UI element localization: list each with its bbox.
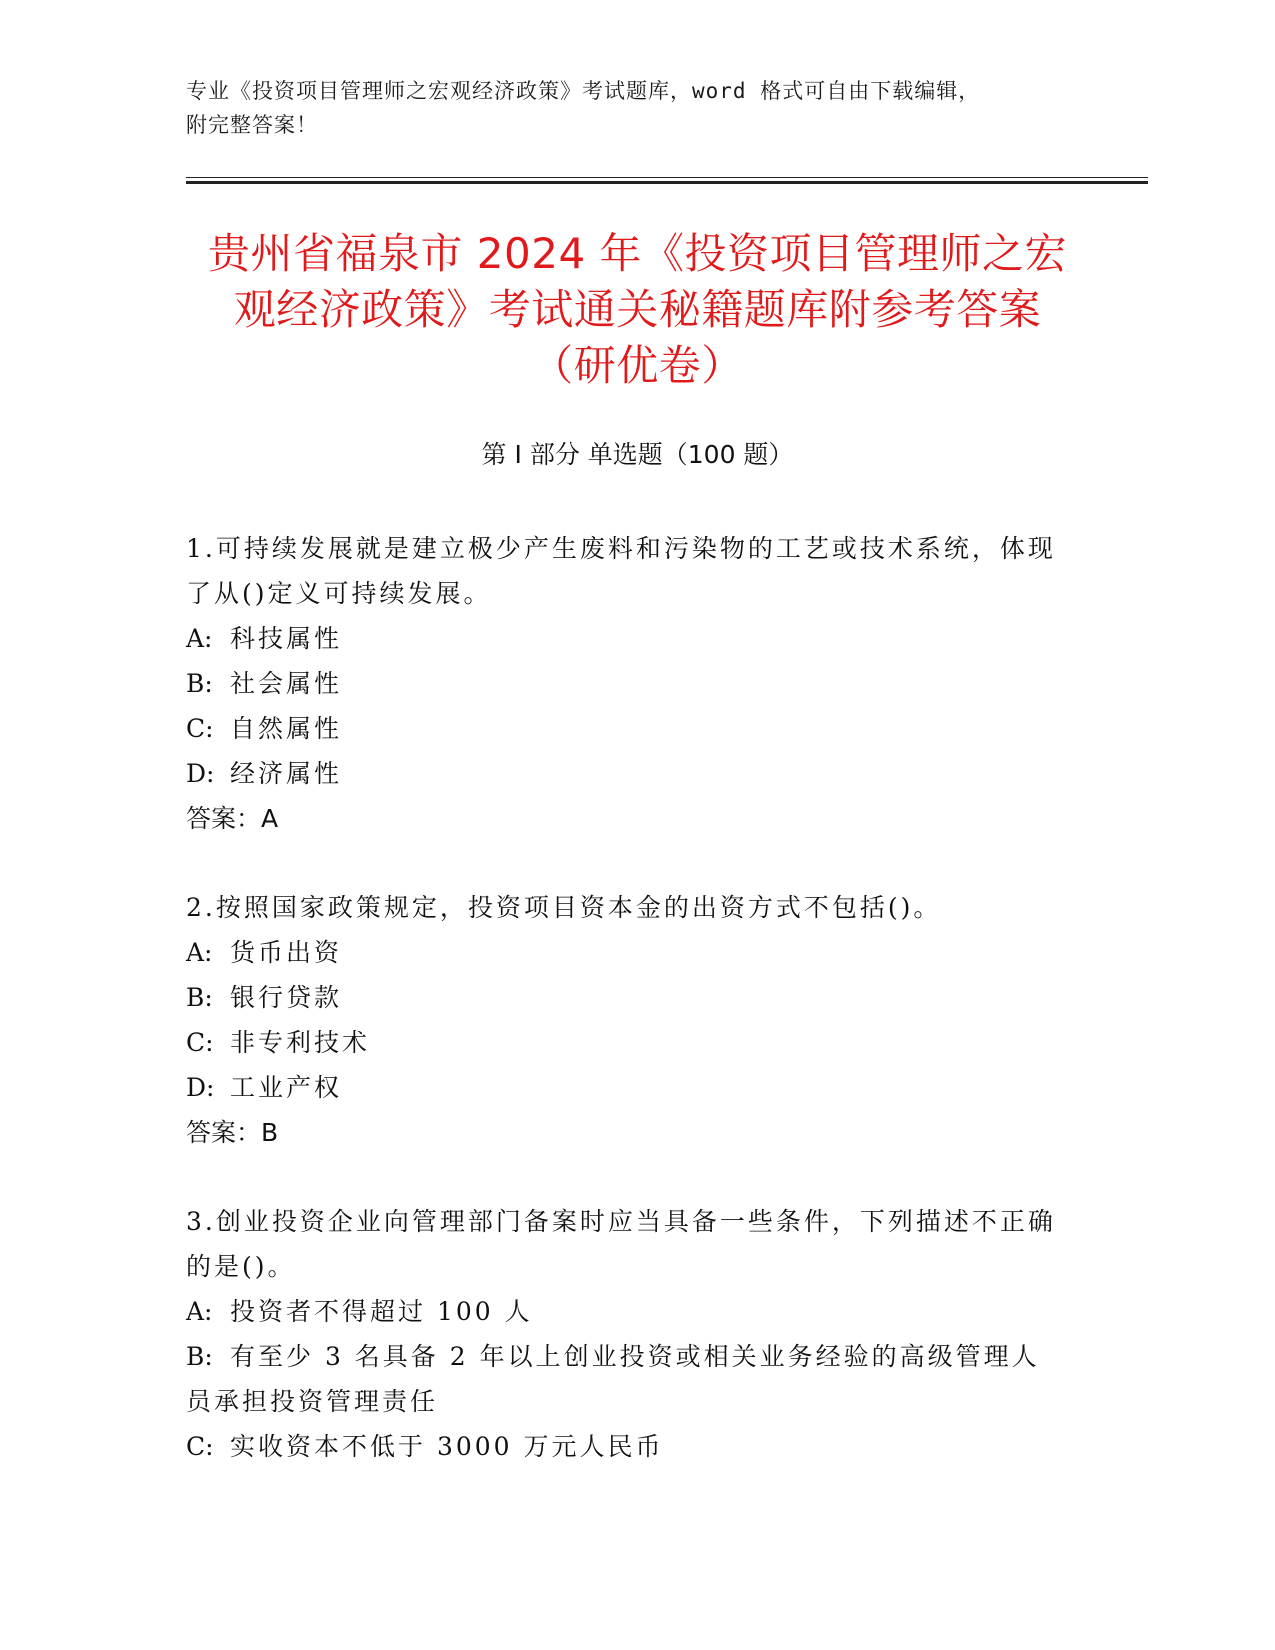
header-divider-thick	[186, 181, 1148, 184]
option-a	[186, 1289, 1066, 1334]
header-note-line-2: 附完整答案！	[186, 113, 318, 137]
option-d	[186, 1065, 1066, 1110]
header-divider-thin	[186, 177, 1148, 178]
option-key: C:	[186, 1028, 214, 1057]
option-text: 科技属性	[230, 624, 343, 653]
option-b	[186, 1334, 1066, 1424]
option-key: B:	[186, 669, 213, 698]
option-a	[186, 930, 1066, 975]
option-a	[186, 616, 1066, 661]
option-text: 非专利技术	[230, 1028, 371, 1057]
option-key: A:	[186, 1297, 213, 1326]
answer-line: 答案：B	[186, 1118, 279, 1147]
option-text: 有至少 3 名具备 2 年以上创业投资或相关业务经验的高级管理人员承担投资管理责任	[186, 1342, 1040, 1416]
option-d	[186, 751, 1066, 796]
option-key: C:	[186, 1432, 214, 1461]
question-stem: 1.可持续发展就是建立极少产生废料和污染物的工艺或技术系统，体现了从()定义可持续发展。	[186, 534, 1056, 608]
header-note	[186, 74, 1066, 142]
option-key: A:	[186, 624, 213, 653]
option-text: 投资者不得超过 100 人	[230, 1297, 533, 1326]
option-b	[186, 975, 1066, 1020]
option-key: C:	[186, 714, 214, 743]
option-c	[186, 1020, 1066, 1065]
question-stem: 2.按照国家政策规定，投资项目资本金的出资方式不包括()。	[186, 893, 942, 922]
option-b	[186, 661, 1066, 706]
document-title-line-1: 贵州省福泉市 2024 年《投资项目管理师之宏	[207, 229, 1068, 278]
option-key: A:	[186, 938, 213, 967]
document-title	[150, 226, 1125, 394]
document-title-line-3: （研优卷）	[531, 341, 744, 390]
question-stem: 3.创业投资企业向管理部门备案时应当具备一些条件，下列描述不正确的是()。	[186, 1207, 1056, 1281]
header-note-line-1: 专业《投资项目管理师之宏观经济政策》考试题库，word 格式可自由下载编辑，	[186, 79, 981, 103]
option-key: D:	[186, 759, 215, 788]
question-2	[186, 885, 1066, 1155]
option-text: 自然属性	[230, 714, 343, 743]
option-text: 货币出资	[230, 938, 343, 967]
section-heading: 第 I 部分 单选题（100 题）	[481, 440, 794, 469]
option-text: 经济属性	[230, 759, 343, 788]
option-text: 工业产权	[230, 1073, 343, 1102]
option-key: D:	[186, 1073, 215, 1102]
question-3	[186, 1199, 1066, 1469]
option-key: B:	[186, 983, 213, 1012]
option-c	[186, 706, 1066, 751]
option-text: 实收资本不低于 3000 万元人民币	[230, 1432, 664, 1461]
option-text: 银行贷款	[230, 983, 343, 1012]
question-list	[186, 526, 1066, 1513]
question-1	[186, 526, 1066, 841]
option-c	[186, 1424, 1066, 1469]
option-text: 社会属性	[230, 669, 343, 698]
answer-line: 答案：A	[186, 804, 279, 833]
document-title-line-2: 观经济政策》考试通关秘籍题库附参考答案	[233, 285, 1042, 334]
option-key: B:	[186, 1342, 213, 1371]
